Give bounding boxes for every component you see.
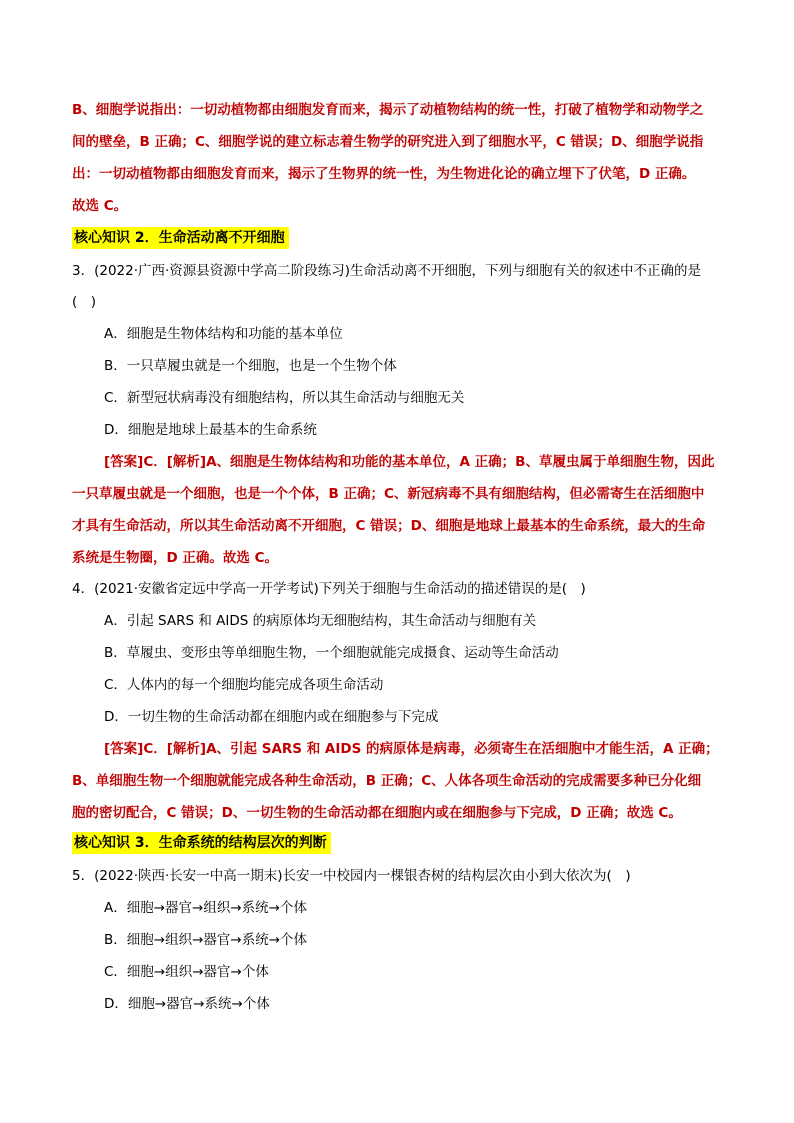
explanation-line: 间的壁垒，B 正确；C、细胞学说的建立标志着生物学的研究进入到了细胞水平，C 错误；D、细胞学说指	[72, 134, 704, 150]
question-4-stem: 4．(2021·安徽省定远中学高一开学考试)下列关于细胞与生命活动的描述错误的是( )	[72, 581, 586, 597]
question-4-answer: B、单细胞生物一个细胞就能完成各种生命活动，B 正确；C、人体各项生命活动的完成需要多种已分化细	[72, 773, 702, 789]
section-heading: 核心知识 2．生命活动离不开细胞	[72, 227, 289, 249]
section-heading: 核心知识 3．生命系统的结构层次的判断	[72, 832, 331, 854]
question-4-option-d: D．一切生物的生命活动都在细胞内或在细胞参与下完成	[104, 709, 439, 725]
question-5-option-b: B．细胞→组织→器官→系统→个体	[104, 932, 308, 948]
explanation-line: 出：一切动植物都由细胞发育而来，揭示了生物界的统一性，为生物进化论的确立埋下了伏笔，D 正确。	[72, 166, 696, 182]
question-3-option-c: C．新型冠状病毒没有细胞结构，所以其生命活动与细胞无关	[104, 390, 465, 406]
question-3-answer: 一只草履虫就是一个细胞，也是一个个体，B 正确；C、新冠病毒不具有细胞结构，但必需寄生在活细胞中	[72, 486, 705, 502]
question-3-answer: [答案]C．[解析]A、细胞是生物体结构和功能的基本单位，A 正确；B、草履虫属于单细胞生物，因此	[104, 454, 715, 470]
explanation-line: 故选 C。	[72, 198, 128, 214]
question-4-answer: 胞的密切配合，C 错误；D、一切生物的生命活动都在细胞内或在细胞参与下完成，D 正确；故选 C。	[72, 805, 682, 821]
question-3-answer: 系统是生物圈，D 正确。故选 C。	[72, 550, 279, 566]
question-4-option-b: B．草履虫、变形虫等单细胞生物，一个细胞就能完成摄食、运动等生命活动	[104, 645, 559, 661]
question-3-option-b: B．一只草履虫就是一个细胞，也是一个生物个体	[104, 358, 397, 374]
question-5-option-c: C．细胞→组织→器官→个体	[104, 964, 269, 980]
question-3-option-a: A．细胞是生物体结构和功能的基本单位	[104, 326, 343, 342]
question-3-answer: 才具有生命活动，所以其生命活动离不开细胞，C 错误；D、细胞是地球上最基本的生命系统，最大的生命	[72, 518, 706, 534]
question-3-option-d: D．细胞是地球上最基本的生命系统	[104, 422, 317, 438]
question-3-blank: ( )	[72, 294, 97, 310]
question-5-option-a: A．细胞→器官→组织→系统→个体	[104, 900, 307, 916]
question-4-answer: [答案]C．[解析]A、引起 SARS 和 AIDS 的病原体是病毒，必须寄生在活细胞中才能生活，A 正确；	[104, 741, 719, 757]
question-3-stem: 3．(2022·广西·资源县资源中学高二阶段练习)生命活动离不开细胞，下列与细胞有关的叙述中不正确的是	[72, 263, 702, 279]
question-5-stem: 5．(2022·陕西·长安一中高一期末)长安一中校园内一棵银杏树的结构层次由小到大依次为( )	[72, 868, 631, 884]
question-4-option-a: A．引起 SARS 和 AIDS 的病原体均无细胞结构，其生命活动与细胞有关	[104, 613, 537, 629]
explanation-line: B、细胞学说指出：一切动植物都由细胞发育而来，揭示了动植物结构的统一性，打破了植物学和动物学之	[72, 102, 704, 118]
question-5-option-d: D．细胞→器官→系统→个体	[104, 996, 270, 1012]
question-4-option-c: C．人体内的每一个细胞均能完成各项生命活动	[104, 677, 384, 693]
